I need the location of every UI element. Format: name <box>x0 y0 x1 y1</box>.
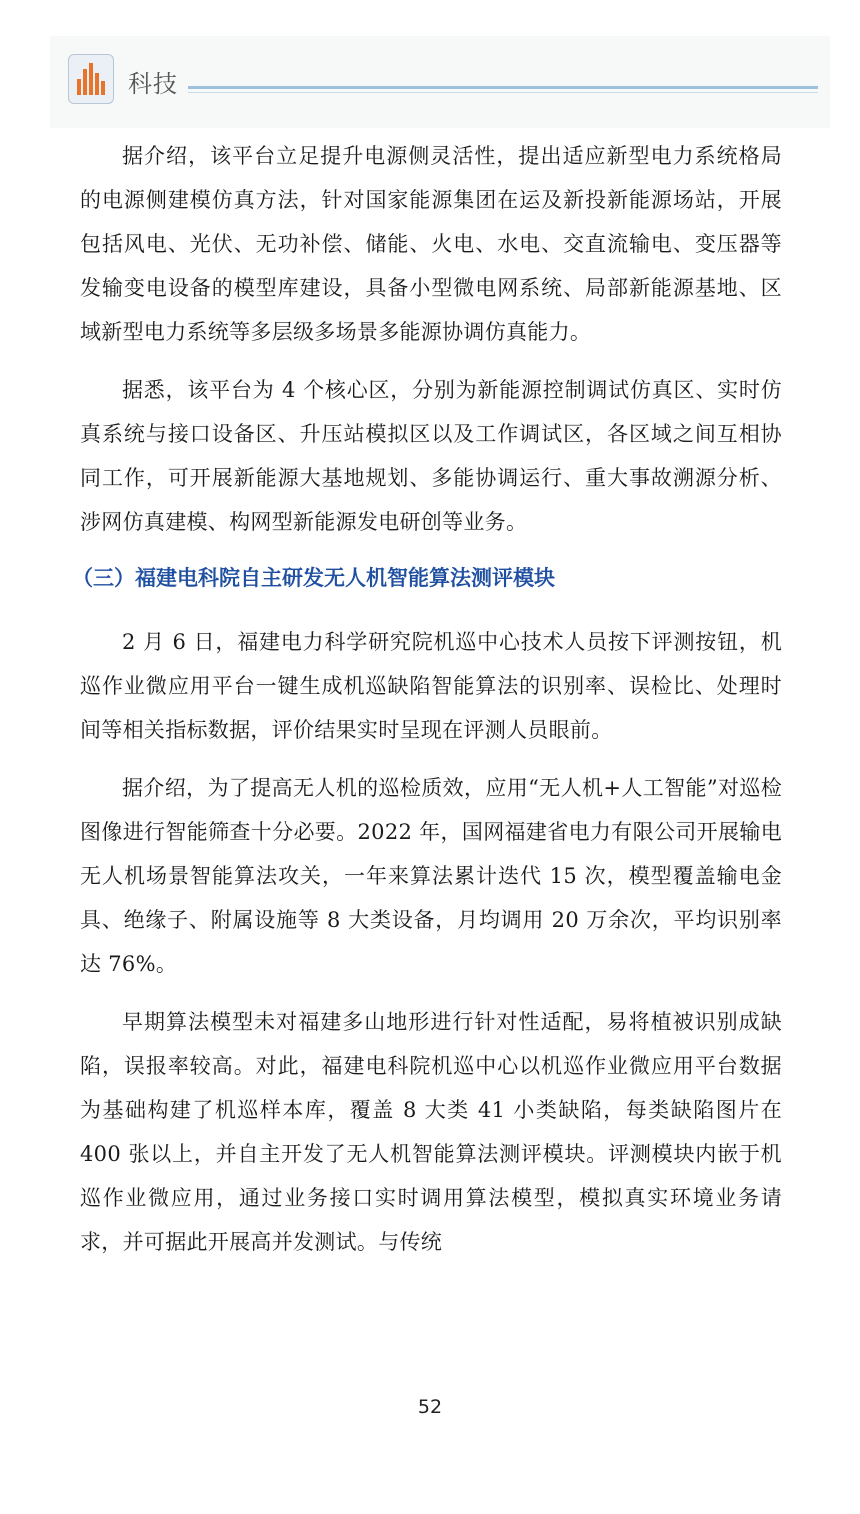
paragraph: 据介绍，为了提高无人机的巡检质效，应用“无人机+人工智能”对巡检图像进行智能筛查十分必要。2022 年，国网福建省电力有限公司开展输电无人机场景智能算法攻关，一年来算法累计迭代 15 次，模型覆盖输电金具、绝缘子、附属设施等 8 大类设备，月均调用 20 万余次，平均识别率达 76%。 <box>80 776 782 976</box>
paragraph: 据介绍，该平台立足提升电源侧灵活性，提出适应新型电力系统格局的电源侧建模仿真方法，针对国家能源集团在运及新投新能源场站，开展包括风电、光伏、无功补偿、储能、火电、水电、交直流输电、变压器等发输变电设备的模型库建设，具备小型微电网系统、局部新能源基地、区域新型电力系统等多层级多场景多能源协调仿真能力。 <box>80 144 782 344</box>
paragraph: 2 月 6 日，福建电力科学研究院机巡中心技术人员按下评测按钮，机巡作业微应用平台一键生成机巡缺陷智能算法的识别率、误检比、处理时间等相关指标数据，评价结果实时呈现在评测人员眼前。 <box>80 630 782 742</box>
header-rule <box>188 86 818 89</box>
paragraph: 早期算法模型未对福建多山地形进行针对性适配，易将植被识别成缺陷，误报率较高。对此，福建电科院机巡中心以机巡作业微应用平台数据为基础构建了机巡样本库，覆盖 8 大类 41 小类缺陷，每类缺陷图片在 400 张以上，并自主开发了无人机智能算法测评模块。评测模块内嵌于机巡作业微应用，通过业务接口实时调用算法模型，模拟真实环境业务请求，并可据此开展高并发测试。与传统 <box>80 1010 782 1254</box>
section-heading: （三）福建电科院自主研发无人机智能算法测评模块 <box>72 566 555 590</box>
header-rule-thin <box>188 92 818 93</box>
article-body <box>72 134 782 1278</box>
page-number: 52 <box>417 1396 443 1418</box>
section-label: 科技 <box>128 70 178 98</box>
bar-chart-icon <box>68 54 114 104</box>
paragraph: 据悉，该平台为 4 个核心区，分别为新能源控制调试仿真区、实时仿真系统与接口设备区、升压站模拟区以及工作调试区，各区域之间互相协同工作，可开展新能源大基地规划、多能协调运行、重大事故溯源分析、涉网仿真建模、构网型新能源发电研创等业务。 <box>80 378 782 534</box>
page-header <box>50 36 830 128</box>
